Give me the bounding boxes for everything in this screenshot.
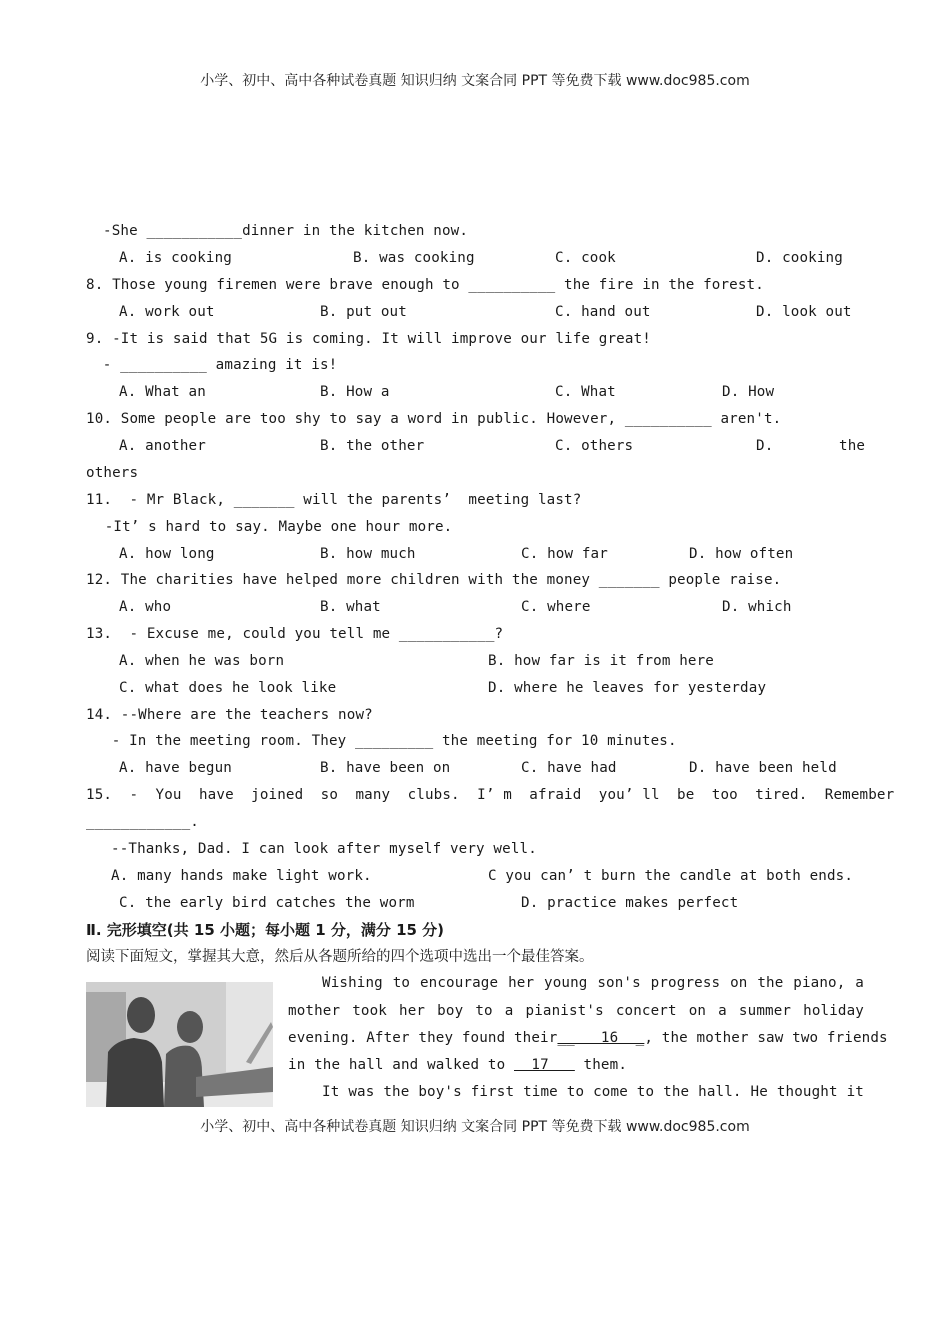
q15-option-b: C you can’ t burn the candle at both ends. [488, 868, 854, 884]
q10-option-d-text: the [839, 438, 866, 454]
question-9-reply: - __________ amazing it is! [94, 357, 338, 373]
passage-photo [86, 982, 273, 1107]
q8-option-a: A. work out [119, 304, 215, 320]
question-12-stem: 12. The charities have helped more children with the money _______ people raise. [86, 572, 782, 588]
photo-mother-and-boy-at-piano-icon [86, 982, 273, 1107]
q11-option-b: B. how much [320, 546, 416, 562]
blank-16: __ 16 _ [557, 1030, 645, 1046]
question-11-reply: -It’ s hard to say. Maybe one hour more. [96, 519, 453, 535]
q15-option-c: C. the early bird catches the worm [119, 895, 415, 911]
q12-option-a: A. who [119, 599, 172, 615]
q9-option-d: D. How [722, 384, 775, 400]
question-15-blank: ____________. [86, 814, 199, 830]
q9-option-a: A. What an [119, 384, 206, 400]
q7-option-b: B. was cooking [353, 250, 475, 266]
q11-option-a: A. how long [119, 546, 215, 562]
q9-option-c: C. What [555, 384, 616, 400]
blank-17: 17 [514, 1057, 575, 1073]
question-14-reply: - In the meeting room. They _________ the meeting for 10 minutes. [103, 733, 677, 749]
q12-option-c: C. where [521, 599, 591, 615]
passage-line-3 [288, 1028, 888, 1048]
passage-line-4-end: them. [583, 1057, 628, 1073]
q13-option-c: C. what does he look like [119, 680, 337, 696]
question-14-stem: 14. --Where are the teachers now? [86, 707, 373, 723]
question-8-stem: 8. Those young firemen were brave enough to __________ the fire in the forest. [86, 277, 764, 293]
q7-option-c: C. cook [555, 250, 616, 266]
q10-option-a: A. another [119, 438, 206, 454]
question-15-stem: 15. - You have joined so many clubs. I’ m afraid you’ ll be too tired. Remember [86, 787, 895, 803]
q8-option-b: B. put out [320, 304, 407, 320]
q13-option-a: A. when he was born [119, 653, 285, 669]
q13-option-d: D. where he leaves for yesterday [488, 680, 767, 696]
q12-option-d: D. which [722, 599, 792, 615]
q11-option-c: C. how far [521, 546, 608, 562]
question-15-reply: --Thanks, Dad. I can look after myself very well. [111, 841, 537, 857]
passage-line-3-start: evening. After they found their [288, 1030, 558, 1046]
question-9-stem: 9. -It is said that 5G is coming. It will improve our life great! [86, 331, 651, 347]
q10-option-d-label: D. [756, 438, 774, 454]
q11-option-d: D. how often [689, 546, 794, 562]
q15-option-a: A. many hands make light work. [111, 868, 372, 884]
q10-option-c: C. others [555, 438, 634, 454]
q12-option-b: B. what [320, 599, 381, 615]
q14-option-d: D. have been held [689, 760, 837, 776]
q13-option-b: B. how far is it from here [488, 653, 714, 669]
question-7-stem: -She ___________dinner in the kitchen now. [103, 223, 469, 239]
passage-line-1: Wishing to encourage her young son's progress on the piano, a [322, 975, 864, 991]
section-2-heading: Ⅱ. 完形填空(共 15 小题；每小题 1 分，满分 15 分) [86, 921, 445, 939]
question-13-stem: 13. - Excuse me, could you tell me ___________? [86, 626, 504, 642]
q14-option-c: C. have had [521, 760, 617, 776]
question-11-stem: 11. - Mr Black, _______ will the parents’ meeting last? [86, 492, 582, 508]
q10-option-d-wrap: others [86, 465, 139, 481]
passage-line-4-start: in the hall and walked to [288, 1057, 506, 1073]
q9-option-b: B. How a [320, 384, 390, 400]
q8-option-d: D. look out [756, 304, 852, 320]
q14-option-b: B. have been on [320, 760, 451, 776]
passage-line-3-end: , the mother saw two friends [644, 1030, 888, 1046]
footer-banner: 小学、初中、高中各种试卷真题 知识归纳 文案合同 PPT 等免费下载 www.doc985.com [200, 1119, 750, 1135]
passage-line-4 [288, 1055, 627, 1075]
section-2-instruction: 阅读下面短文，掌握其大意，然后从各题所给的四个选项中选出一个最佳答案。 [86, 949, 594, 965]
q7-option-d: D. cooking [756, 250, 843, 266]
passage-line-5: It was the boy's first time to come to the hall. He thought it [322, 1084, 864, 1100]
q14-option-a: A. have begun [119, 760, 232, 776]
q7-option-a: A. is cooking [119, 250, 232, 266]
q10-option-b: B. the other [320, 438, 425, 454]
q8-option-c: C. hand out [555, 304, 651, 320]
question-10-stem: 10. Some people are too shy to say a word in public. However, __________ aren't. [86, 411, 782, 427]
q15-option-d: D. practice makes perfect [521, 895, 739, 911]
passage-line-2: mother took her boy to a pianist's concert on a summer holiday [288, 1003, 864, 1019]
header-banner: 小学、初中、高中各种试卷真题 知识归纳 文案合同 PPT 等免费下载 www.doc985.com [200, 73, 750, 89]
